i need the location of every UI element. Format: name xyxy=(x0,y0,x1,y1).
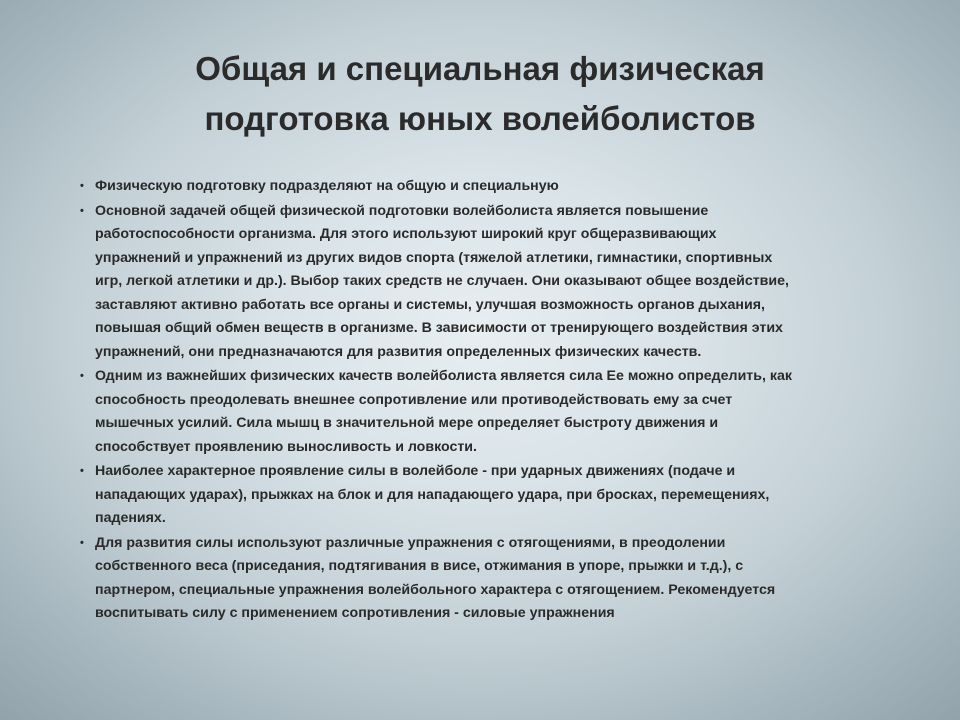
bullet-item-5 xyxy=(80,532,900,626)
bullet-line: упражнений и упражнений из других видов спорта (тяжелой атлетики, гимнастики, спортивных xyxy=(95,249,773,266)
bullet-line: партнером, специальные упражнения волейбольного характера с отягощением. Рекомендуется xyxy=(95,581,776,598)
bullet-line: Основной задачей общей физической подготовки волейболиста является повышение xyxy=(95,202,709,219)
bullet-point-icon: • xyxy=(80,465,84,477)
slide-title-line-2: подготовка юных волейболистов xyxy=(204,100,756,137)
bullet-line: падениях. xyxy=(95,510,166,526)
bullet-line: заставляют активно работать все органы и системы, улучшая возможность органов дыхания, xyxy=(95,296,765,313)
bullet-line: способность преодолевать внешнее сопротивление или противодействовать ему за счет xyxy=(95,391,733,408)
bullet-line: воспитывать силу с применением сопротивления - силовые упражнения xyxy=(95,605,615,621)
bullet-line: Физическую подготовку подразделяют на общую и специальную xyxy=(95,178,559,194)
bullet-line: нападающих ударах), прыжках на блок и для нападающего удара, при бросках, перемещениях, xyxy=(95,486,770,503)
bullet-point-icon: • xyxy=(80,204,84,217)
bullet-item-3 xyxy=(80,365,900,459)
bullet-line: игр, легкой атлетики и др.). Выбор таких средств не случаен. Они оказывают общее воздействие, xyxy=(95,273,789,289)
bullet-point-icon: • xyxy=(80,536,84,549)
bullet-line: повышая общий обмен веществ в организме. В зависимости от тренирующего воздействия этих xyxy=(95,320,783,336)
bullet-line: мышечных усилий. Сила мышц в значительной мере определяет быстроту движения и xyxy=(95,415,719,431)
bullet-item-1 xyxy=(80,175,900,199)
bullet-point-icon: • xyxy=(80,180,84,192)
bullet-line: Для развития силы используют различные упражнения с отягощениями, в преодолении xyxy=(95,534,726,551)
bullet-line: упражнений, они предназначаются для развития определенных физических качеств. xyxy=(95,343,702,360)
bullet-line: собственного веса (приседания, подтягивания в висе, отжимания в упоре, прыжки и т.д.), с xyxy=(95,558,744,574)
bullet-line: способствует проявлению выносливость и ловкости. xyxy=(95,438,477,455)
bullet-point-icon: • xyxy=(80,370,84,382)
bullet-item-2 xyxy=(80,200,900,365)
bullet-line: работоспособности организма. Для этого используют широкий круг общеразвивающих xyxy=(95,226,717,242)
slide-title xyxy=(60,44,900,144)
bullet-line: Одним из важнейших физических качеств волейболиста является сила Ее можно определить, как xyxy=(95,368,792,384)
bullet-list xyxy=(80,175,900,627)
bullet-line: Наиболее характерное проявление силы в волейболе - при ударных движениях (подаче и xyxy=(95,463,736,479)
slide-title-line-1: Общая и специальная физическая xyxy=(195,50,765,87)
bullet-item-4 xyxy=(80,460,900,531)
